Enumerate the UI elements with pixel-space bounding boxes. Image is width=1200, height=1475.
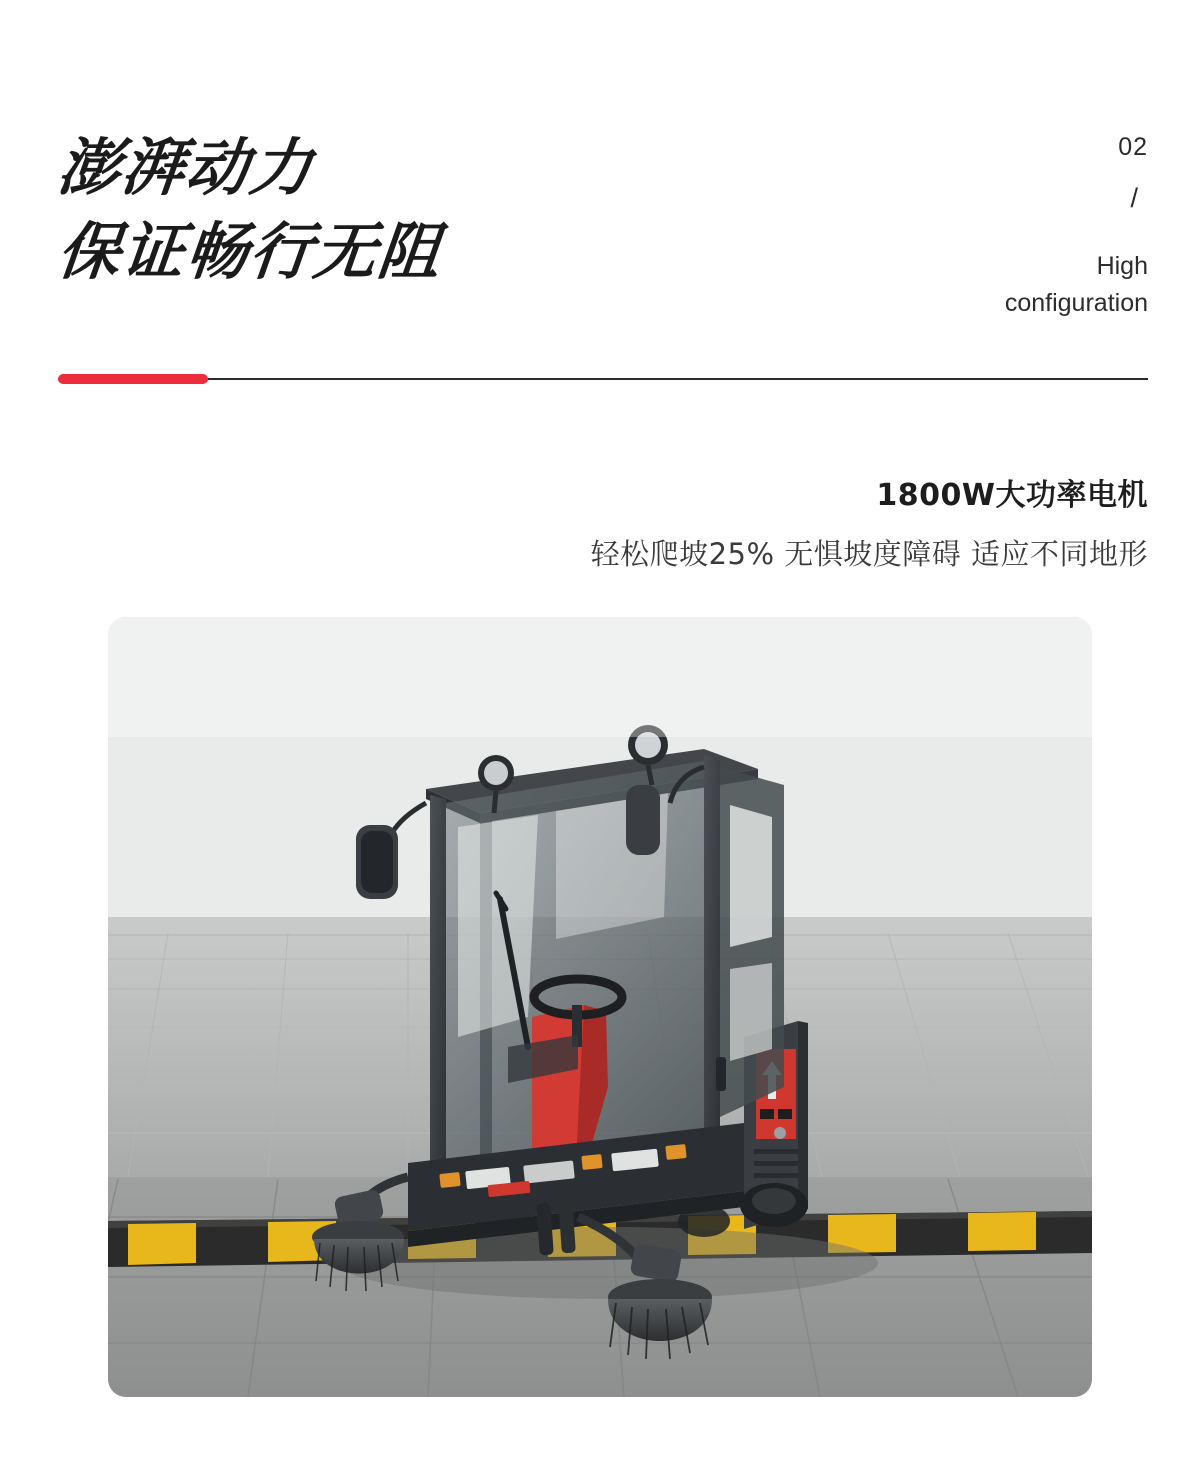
page-header	[0, 0, 1200, 400]
spec-block	[448, 470, 1148, 573]
product-photo-illustration	[108, 617, 1092, 1397]
headline-line-1: 澎湃动力	[54, 131, 318, 204]
slash-divider-icon: /	[1130, 183, 1138, 213]
section-number: 02	[1118, 133, 1148, 161]
section-label	[888, 248, 1148, 322]
divider-accent-bar	[58, 374, 208, 384]
roof-lamp-left	[478, 755, 514, 791]
section-label-line-2: configuration	[1004, 289, 1148, 317]
spec-description: 轻松爬坡25% 无惧坡度障碍 适应不同地形	[590, 537, 1148, 571]
divider-rule	[58, 378, 1148, 380]
divider	[58, 374, 1148, 384]
spec-title: 1800W大功率电机	[876, 478, 1148, 513]
section-label-line-1: High	[1096, 252, 1148, 280]
product-photo	[108, 617, 1092, 1397]
headline-line-2: 保证畅行无阻	[54, 215, 446, 288]
headline	[54, 128, 758, 292]
